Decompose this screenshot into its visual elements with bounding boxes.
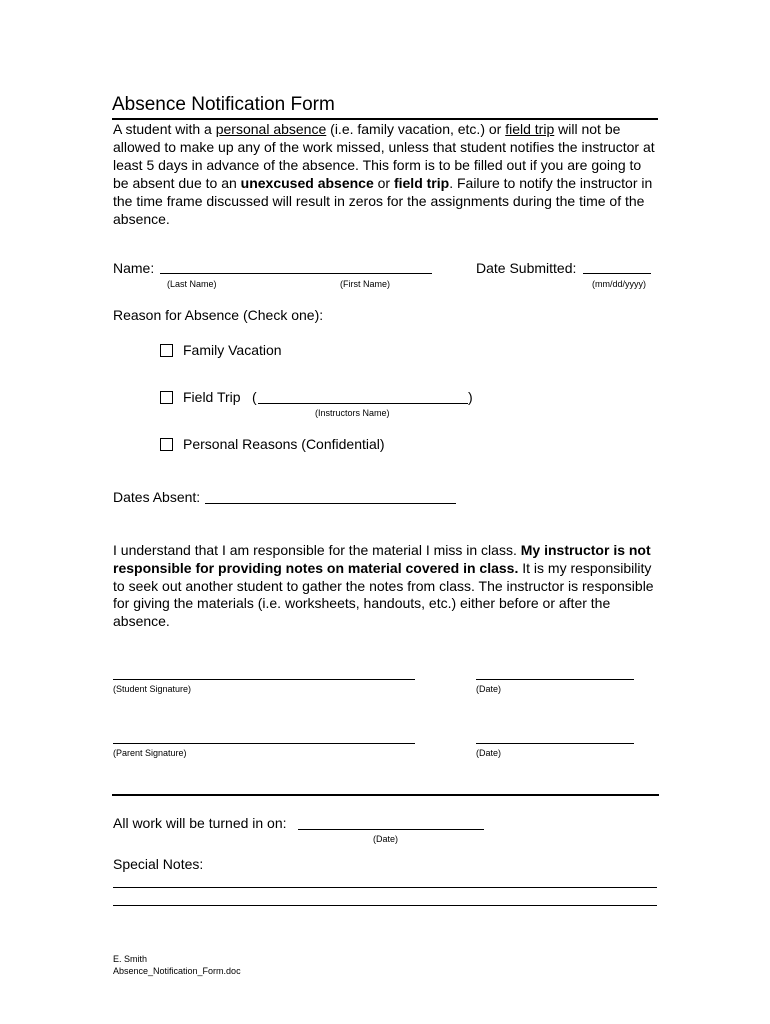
last-name-hint: (Last Name) — [167, 279, 217, 289]
personal-reasons-label: Personal Reasons (Confidential) — [183, 436, 385, 452]
intro-text-1: A student with a — [113, 121, 216, 137]
student-signature-field[interactable] — [113, 679, 415, 680]
personal-reasons-checkbox[interactable] — [160, 438, 173, 451]
form-title: Absence Notification Form — [112, 94, 335, 115]
dates-absent-field[interactable] — [205, 503, 456, 504]
parent-signature-field[interactable] — [113, 743, 415, 744]
student-date-field[interactable] — [476, 679, 634, 680]
turned-in-label: All work will be turned in on: — [113, 815, 287, 831]
responsibility-bold: My instructor is not responsible for providing notes on material covered in class. — [113, 542, 651, 576]
paren-open: ( — [252, 389, 257, 405]
responsibility-paragraph — [113, 542, 658, 631]
date-submitted-field[interactable] — [583, 273, 651, 274]
parent-date-field[interactable] — [476, 743, 634, 744]
first-name-hint: (First Name) — [340, 279, 390, 289]
section-divider — [112, 794, 659, 796]
student-date-hint: (Date) — [476, 684, 502, 694]
dates-absent-label: Dates Absent: — [113, 489, 201, 505]
special-notes-line-1[interactable] — [113, 887, 657, 888]
paren-close: ) — [468, 389, 473, 405]
turned-in-date-hint: (Date) — [373, 834, 399, 844]
turned-in-date-field[interactable] — [298, 829, 484, 830]
intro-text-4: or — [373, 175, 394, 191]
student-signature-hint: (Student Signature) — [113, 684, 192, 694]
field-trip-bold-term: field trip — [393, 175, 450, 191]
field-trip-label: Field Trip — [183, 389, 241, 405]
responsibility-text-1: I understand that I am responsible for the material I miss in class. — [113, 542, 521, 558]
intro-text-2: (i.e. family vacation, etc.) or — [326, 121, 506, 137]
reason-label: Reason for Absence (Check one): — [113, 307, 324, 323]
date-submitted-label: Date Submitted: — [476, 260, 577, 276]
footer-filename: Absence_Notification_Form.doc — [113, 966, 241, 976]
parent-date-hint: (Date) — [476, 748, 502, 758]
intro-text-3: will not be allowed to make up any of the work missed, unless that student notifies the instructor at least 5 days in advance of the absence. This form is to be filled out if you are going to be absent due to an — [113, 121, 655, 191]
field-trip-term: field trip — [505, 121, 555, 137]
family-vacation-label: Family Vacation — [183, 342, 282, 358]
responsibility-text-2: It is my responsibility to seek out another student to gather the notes from class. The instructor is responsible for giving the materials (i.e. worksheets, handouts, etc.) either before or after the absence. — [113, 559, 654, 630]
parent-signature-hint: (Parent Signature) — [113, 748, 187, 758]
instructors-name-hint: (Instructors Name) — [315, 408, 390, 418]
date-format-hint: (mm/dd/yyyy) — [592, 279, 646, 289]
intro-paragraph — [113, 120, 658, 228]
name-label: Name: — [113, 260, 155, 276]
personal-absence-term: personal absence — [215, 121, 327, 137]
family-vacation-checkbox[interactable] — [160, 344, 173, 357]
instructors-name-field[interactable] — [258, 403, 468, 404]
unexcused-absence-term: unexcused absence — [240, 175, 374, 191]
special-notes-label: Special Notes: — [113, 856, 204, 872]
intro-text-5: . Failure to notify the instructor in the time frame discussed will result in zeros for the assignments during the time of the absence. — [113, 175, 653, 227]
special-notes-line-2[interactable] — [113, 905, 657, 906]
footer-author: E. Smith — [113, 954, 148, 964]
field-trip-checkbox[interactable] — [160, 391, 173, 404]
name-field[interactable] — [160, 273, 432, 274]
